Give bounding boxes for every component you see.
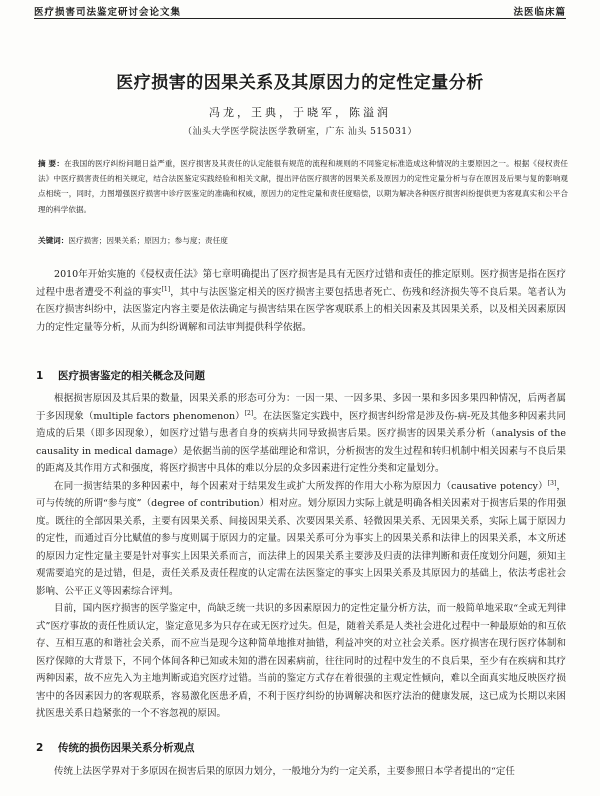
section-1-title: 医疗损害鉴定的相关概念及问题: [58, 370, 205, 382]
paper-affiliation: （汕头大学医学院法医学教研室，广东 汕头 515031）: [182, 127, 418, 137]
running-head-left: 医疗损害司法鉴定研讨会论文集: [34, 7, 182, 18]
section-1-number: 1: [36, 370, 44, 382]
intro-section: [36, 266, 566, 336]
running-head-right: 法医临床篇: [513, 7, 566, 18]
intro-citation: [1]: [161, 285, 171, 293]
abstract-text: 在我国的医疗纠纷问题日益严重，医疗损害及其责任的认定能很有规范的流程和规则的不同鉴定标准造成这种情况的主要原因之一。根据《侵权责任法》中医疗损害责任的相关规定，结合法医鉴定实践经验和相关文献，提出评估医疗损害的因果关系及原因力的定性定量分析与存在原因及后果与复的影响观点相统一，同时，力图增强医疗损害中诊疗医鉴定的准确和权威，原因力的定性定量和责任度赔偿，以期为解决各种医疗损害纠纷提供更为客观真实和公平合理的科学依据。: [38, 159, 568, 214]
section-1-paragraph-2: [36, 478, 566, 601]
abstract-label: 摘 要：: [38, 159, 65, 168]
running-head: [34, 4, 566, 19]
paper-authors: 冯龙，王典，于晓军，陈溢润: [209, 106, 391, 119]
s1p2-text-b: ，可与传统的所谓“参与度”（degree of contribution）相对应。划分原因力实际上就是明确各相关因素对于损害后果的作用强度。既往的全部因果关系，主要有因果关系、间接因果关系、次要因果关系、轻微因果关系、无因果关系，实际上属于原因力的定性，而通过百分比赋值的参与度则属于原因力的定量。因果关系可分为事实上的因果关系和法律上的因果关系，本文所述的原因力定性定量主要是针对事实上因果关系而言，而法律上的因果关系主要涉及归责的法律判断和责任度划分问题，须知主观需要追究的是过错，但是，责任关系及责任程度的认定需在法医鉴定的事实上因果关系及其原因力的基础上，依法考虑社会影响、公平正义等因素综合评判。: [36, 480, 566, 597]
s1p2-citation: [3]: [547, 479, 557, 487]
keywords-text: 医疗损害；因果关系；原因力；参与度；责任度: [68, 236, 228, 245]
section-2-title: 传统的损伤因果关系分析观点: [58, 742, 195, 754]
section-1-paragraph-3: 目前，国内医疗损害的医学鉴定中，尚缺乏统一共识的多因素原因力的定性定量分析方法，而一般简单地采取“全或无判律式”医疗事故的责任性质认定，鉴定意见多为只存在或无医疗过失。但是，随着关系是人类社会进化过程中一种最原始的和互依存、互相互惠的和谐社会关系，而不应当是现今这种简单地推对抽错，利益冲突的对立社会关系。医疗损害在现行医疗体制和医疗保障的大背景下，不同个体间各种已知或未知的潜在因素病前，往往同时的过程中发生的不良后果，至少有在疾病和其疗两种因素，故不应先入为主地判断或追究医疗过错。当前的鉴定方式存在着很强的主观定性倾向，难以全面真实地反映医疗损害中的各因素因力的客观联系，容易激化医患矛盾，不利于医疗纠纷的协调解决和医疗法治的健康发展，这已成为长期以来困扰医患关系日趋紧张的一个不容忽视的原因。: [36, 603, 566, 719]
keywords: [38, 234, 568, 248]
section-1-heading: [36, 368, 205, 383]
intro-text-continued: ，其中与法医鉴定相关的医疗损害主要包括患者死亡、伤残和经济损失等不良后果。笔者认为在医疗损害纠纷中，法医鉴定内容主要是依法确定与损害结果在医学客观联系上的相关因素及其因果关系，以及相关因素原因力的定性定量等分析，从而为纠纷调解和司法审判提供科学依据。: [36, 286, 566, 333]
section-1-body: [36, 390, 566, 723]
s1p1-citation: [2]: [244, 409, 254, 417]
s1p1-text-b: 。在法医鉴定实践中，医疗损害纠纷常是涉及伤-病-死及其他多种因素共同造成的后果（即多因现象），如医疗过错与患者自身的疾病共同导致损害后果。医疗损害的因果关系分析（analysis of the causality in medical damage）是依据当前的医学基础理论和常识，分析损害的发生过程和转归机制中相关因素与不良后果的距离及其作用方式和强度，将医疗损害中具体的难以分层的众多因素进行定性分类和定量划分。: [36, 410, 566, 474]
keywords-label: 关键词：: [38, 236, 69, 245]
s1p1-text-a: 根据损害原因及其后果的数量，因果关系的形态可分为：一因一果、一因多果、多因一果和多因多果四种情况，后两者属于多因现象（multiple factors phenomenon）: [36, 393, 566, 422]
intro-text: 2010年开始实施的《侵权责任法》第七章明确提出了医疗损害是具有无医疗过错和责任的推定原则。医疗损害是指在医疗过程中患者遭受不利益的事实: [36, 269, 566, 298]
section-2-paragraph-1: 传统上法医学界对于多原因在损害后果的原因力划分，一般地分为约一定关系，主要参照日本学者提出的“定任: [54, 766, 515, 777]
section-2-body: [36, 763, 566, 781]
abstract: [38, 156, 568, 217]
s1p2-text-a: 在同一损害结果的多种因素中，每个因素对于结果发生或扩大所发挥的作用大小称为原因力（causative potency）: [54, 480, 548, 492]
paper-title: 医疗损害的因果关系及其原因力的定性定量分析: [116, 73, 484, 93]
section-1-paragraph-1: [36, 390, 566, 478]
section-2-heading: [36, 740, 195, 755]
section-2-number: 2: [36, 742, 44, 754]
intro-paragraph: [36, 266, 566, 336]
